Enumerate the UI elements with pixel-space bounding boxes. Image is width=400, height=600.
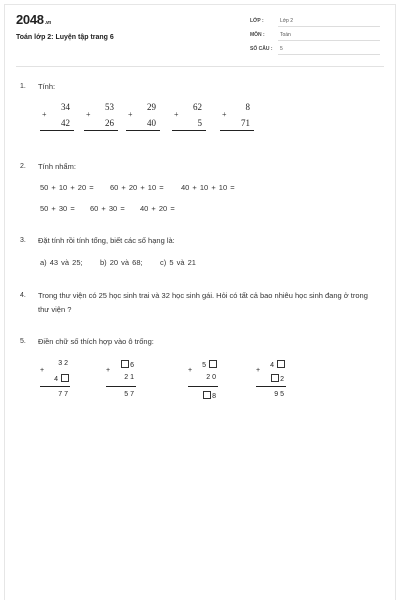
q5-calc-3-mid (206, 374, 218, 381)
meta-subject-label: MÔN : (250, 32, 265, 38)
q5-calc-1-result (58, 391, 70, 398)
q1-text: Tính: (38, 82, 56, 91)
q5-calc-4 (256, 360, 286, 406)
q5-calc-3-result (202, 391, 218, 400)
q5-calc-2-mid (124, 374, 136, 381)
q5-calc-1-bar (40, 386, 70, 387)
q1-calc-1-a: 34 (61, 102, 70, 112)
q5-calc-2-result-digit: 7 (130, 391, 136, 398)
q2-expr-6: 40 + 20 = (140, 204, 175, 213)
meta-count-row (250, 43, 380, 55)
q4-text: Trong thư viện có 25 học sinh trai và 32 học sinh gái. Hỏi có tất cả bao nhiêu học sinh đang ở trong thư viện ? (38, 291, 368, 314)
q1-calc-2-bar (84, 130, 118, 131)
q1-calc-4-bar (172, 130, 206, 131)
q5-calc-1-top-digit: 2 (64, 360, 70, 367)
meta-subject-value: Toán (280, 32, 291, 38)
q1-calc-5-a: 8 (245, 102, 250, 112)
meta-class-label: LỚP : (250, 18, 264, 24)
q5-calc-2-op: + (106, 367, 113, 374)
q5-calc-2-bar (106, 386, 136, 387)
q2-expr-2: 60 + 20 + 10 = (110, 183, 164, 192)
q5-calc-2-result-digit: 5 (124, 391, 131, 398)
q5-calc-2-result (124, 391, 136, 398)
logo-text: 2048 (16, 12, 44, 27)
q1-calc-1-bar (40, 130, 74, 131)
q1-calc-1-b: 42 (61, 118, 70, 128)
header-divider (16, 66, 384, 67)
q5-calc-1-mid-digit: 4 (54, 376, 60, 383)
q5-calc-4-mid-blank-box (271, 374, 279, 382)
q5-calc-2-top-digit: 6 (130, 362, 136, 369)
q5-calc-4-op: + (256, 367, 263, 374)
q5-calc-3-result-blank-box (203, 391, 211, 399)
meta-subject-row (250, 29, 380, 41)
q5-calc-1-mid (54, 374, 70, 383)
q1-calc-3 (126, 102, 156, 142)
q5-calc-3-result-digit: 8 (212, 393, 218, 400)
q5-calc-2-mid-digit: 2 (124, 374, 131, 381)
q5-calc-4-top-digit: 4 (270, 362, 276, 369)
q4-number: 4. (20, 292, 26, 299)
q1-calc-3-a: 29 (147, 102, 156, 112)
q1-calc-4-a: 62 (193, 102, 202, 112)
meta-class-value: Lớp 2 (280, 18, 294, 24)
q5-text: Điền chữ số thích hợp vào ô trống: (38, 337, 154, 346)
q1-calc-5-bar (220, 130, 254, 131)
meta-count-value: 5 (280, 46, 283, 52)
q1-calc-4-op: + (174, 110, 179, 119)
q5-calc-3-mid-digit: 2 (206, 374, 213, 381)
q5-calc-4-result-digit: 9 (274, 391, 281, 398)
q1-calc-3-b: 40 (147, 118, 156, 128)
q1-calc-3-bar (126, 130, 160, 131)
q5-calc-3 (188, 360, 218, 406)
q5-calc-1-result-digit: 7 (64, 391, 70, 398)
logo-domain: .vn (44, 20, 52, 26)
q5-calc-4-bar (256, 386, 286, 387)
q5-calc-3-top (202, 360, 218, 369)
q5-calc-3-op: + (188, 367, 195, 374)
q3-item-b: b) 20 và 68; (100, 258, 143, 267)
site-logo[interactable] (16, 12, 51, 27)
q2-expr-1: 50 + 10 + 20 = (40, 183, 94, 192)
q1-calc-3-op: + (128, 110, 133, 119)
q5-calc-2 (106, 360, 136, 406)
q1-calc-4-b: 5 (197, 118, 202, 128)
q1-calc-2-a: 53 (105, 102, 114, 112)
q5-calc-1 (40, 360, 70, 406)
q5-calc-4-mid-digit: 2 (280, 376, 286, 383)
q2-number: 2. (20, 163, 26, 170)
q5-calc-4-mid (270, 374, 286, 383)
q5-calc-4-result (274, 391, 286, 398)
meta-class-underline (278, 26, 380, 27)
q1-number: 1. (20, 83, 26, 90)
q5-calc-2-top (120, 360, 136, 369)
meta-count-underline (278, 54, 380, 55)
q2-text: Tính nhẩm: (38, 162, 76, 171)
q5-number: 5. (20, 338, 26, 345)
q1-calc-1-op: + (42, 110, 47, 119)
q1-calc-5-op: + (222, 110, 227, 119)
q5-calc-2-mid-digit: 1 (130, 374, 136, 381)
q5-calc-1-op: + (40, 367, 47, 374)
q3-item-c: c) 5 và 21 (160, 258, 196, 267)
q3-item-a: a) 43 và 25; (40, 258, 83, 267)
q5-calc-1-top (58, 360, 70, 367)
q2-expr-4: 50 + 30 = (40, 204, 75, 213)
q5-calc-3-top-digit: 5 (202, 362, 208, 369)
q1-calc-5 (220, 102, 250, 142)
q5-calc-4-top-blank-box (277, 360, 285, 368)
q1-calc-2 (84, 102, 114, 142)
q1-calc-2-op: + (86, 110, 91, 119)
q5-calc-3-mid-digit: 0 (212, 374, 218, 381)
q5-calc-1-result-digit: 7 (58, 391, 65, 398)
worksheet-title: Toán lớp 2: Luyện tập trang 6 (16, 34, 114, 41)
q1-calc-1 (40, 102, 70, 142)
q5-calc-3-top-blank-box (209, 360, 217, 368)
q5-calc-3-bar (188, 386, 218, 387)
meta-class-row (250, 15, 380, 27)
q2-expr-3: 40 + 10 + 10 = (181, 183, 235, 192)
q3-number: 3. (20, 237, 26, 244)
q5-calc-2-top-blank-box (121, 360, 129, 368)
q5-calc-1-top-digit: 3 (58, 360, 65, 367)
q5-calc-1-mid-blank-box (61, 374, 69, 382)
q1-calc-5-b: 71 (241, 118, 250, 128)
q2-expr-5: 60 + 30 = (90, 204, 125, 213)
meta-count-label: SỐ CÂU : (250, 46, 273, 52)
q1-calc-4 (172, 102, 202, 142)
q1-calc-2-b: 26 (105, 118, 114, 128)
q5-calc-4-top (270, 360, 286, 369)
q5-calc-4-result-digit: 5 (280, 391, 286, 398)
q3-text: Đặt tính rồi tính tổng, biết các số hạng là: (38, 236, 175, 245)
meta-subject-underline (278, 40, 380, 41)
